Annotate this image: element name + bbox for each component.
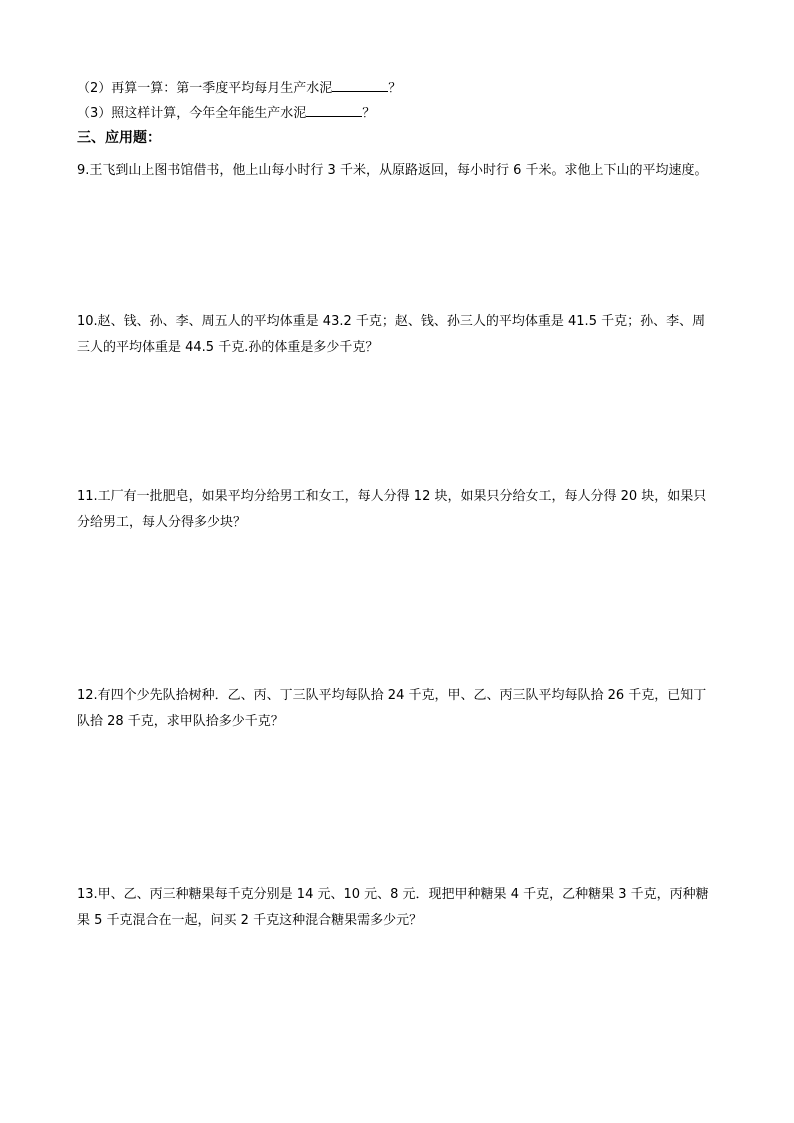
question-9: 9.王飞到山上图书馆借书，他上山每小时行 3 千米，从原路返回，每小时行 6 千米。求他上下山的平均速度。 (77, 163, 708, 178)
answer-blank[interactable] (306, 104, 362, 117)
sub-question-2-text: （2）再算一算：第一季度平均每月生产水泥 (77, 81, 333, 96)
sub-question-3-suffix: ？ (362, 106, 376, 121)
answer-blank[interactable] (332, 79, 388, 92)
sub-question-3-text: （3）照这样计算，今年全年能生产水泥 (77, 106, 307, 121)
question-10: 10.赵、钱、孙、李、周五人的平均体重是 43.2 千克；赵、钱、孙三人的平均体重是 41.5 千克；孙、李、周三人的平均体重是 44.5 千克.孙的体重是多少千克？ (77, 314, 706, 355)
sub-question-2 (77, 79, 401, 98)
section-heading: 三、应用题： (77, 130, 161, 146)
sub-question-3 (77, 104, 375, 123)
sub-question-2-suffix: ？ (388, 81, 402, 96)
question-11: 11.工厂有一批肥皂，如果平均分给男工和女工，每人分得 12 块，如果只分给女工，每人分得 20 块，如果只分给男工，每人分得多少块？ (77, 489, 707, 530)
question-12: 12.有四个少先队拾树种．乙、丙、丁三队平均每队拾 24 千克，甲、乙、丙三队平均每队拾 26 千克，已知丁队拾 28 千克，求甲队拾多少千克？ (77, 688, 707, 729)
question-13: 13.甲、乙、丙三种糖果每千克分别是 14 元、10 元、8 元．现把甲种糖果 4 千克，乙种糖果 3 千克，丙种糖果 5 千克混合在一起，问买 2 千克这种混合糖果需多少元？ (77, 887, 709, 928)
